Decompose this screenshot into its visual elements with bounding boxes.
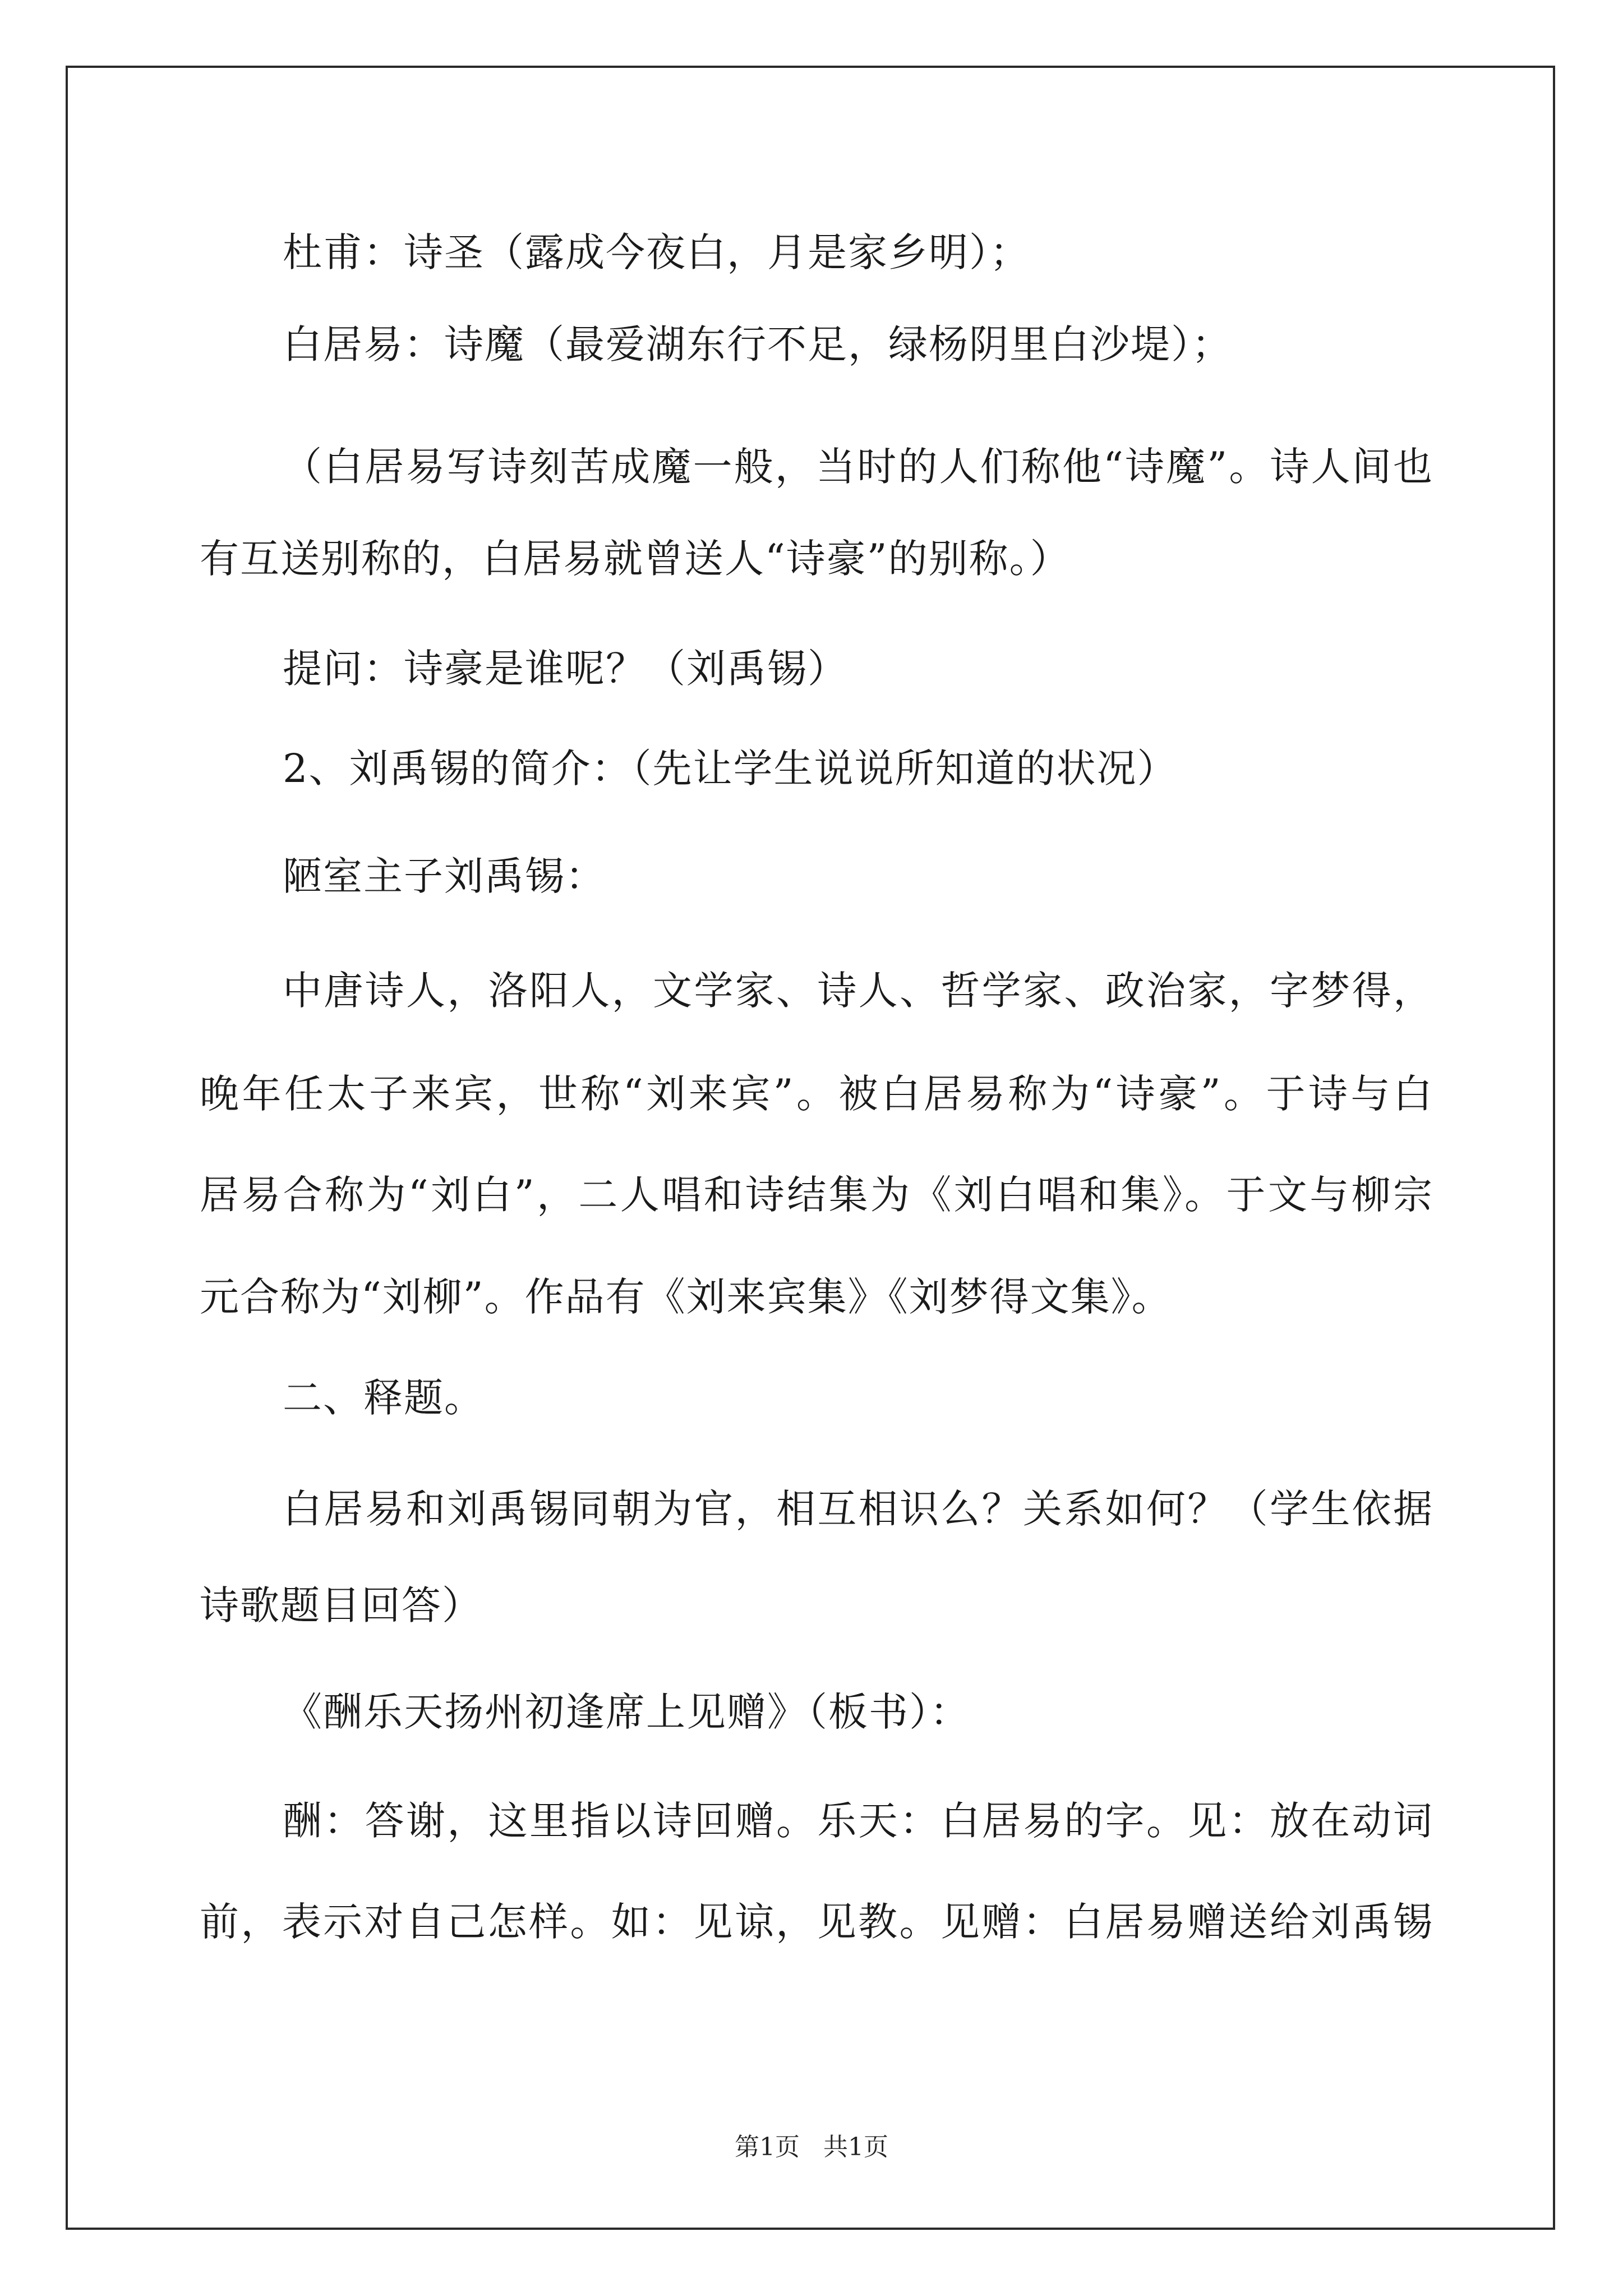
text-line: 《酬乐天扬州初逢席上见赠》（板书）： bbox=[283, 1689, 970, 1735]
text-line: 杜甫：诗圣（露成今夜白，月是家乡明）； bbox=[283, 229, 1030, 275]
section-heading: 二、释题。 bbox=[283, 1375, 485, 1421]
text-line: 酬：答谢，这里指以诗回赠。乐天：白居易的字。见：放在动词 bbox=[283, 1798, 1433, 1844]
text-line: 中唐诗人，洛阳人，文学家、诗人、哲学家、政治家，字梦得， bbox=[283, 968, 1433, 1014]
text-line: 前，表示对自己怎样。如：见谅，见教。见赠：白居易赠送给刘禹锡 bbox=[200, 1899, 1433, 1945]
text-line: 有互送别称的，白居易就曾送人“诗豪”的别称。） bbox=[200, 536, 1071, 582]
text-line: 居易合称为“刘白”，二人唱和诗结集为《刘白唱和集》。于文与柳宗 bbox=[200, 1172, 1433, 1218]
text-line: （白居易写诗刻苦成魔一般，当时的人们称他“诗魔”。诗人间也 bbox=[283, 444, 1433, 490]
text-line: 白居易和刘禹锡同朝为官，相互相识么？关系如何？（学生依据 bbox=[283, 1486, 1433, 1532]
page-number: 第1页 共1页 bbox=[735, 2133, 888, 2161]
text-line: 诗歌题目回答） bbox=[200, 1582, 482, 1628]
text-line: 陋室主子刘禹锡： bbox=[283, 853, 606, 899]
text-line: 2、刘禹锡的简介：（先让学生说说所知道的状况） bbox=[283, 746, 1178, 792]
text-line: 元合称为“刘柳”。作品有《刘来宾集》《刘梦得文集》。 bbox=[200, 1274, 1172, 1320]
text-line: 白居易：诗魔（最爱湖东行不足，绿杨阴里白沙堤）； bbox=[283, 321, 1232, 367]
text-line: 提问：诗豪是谁呢？（刘禹锡） bbox=[283, 646, 848, 692]
text-line: 晚年任太子来宾，世称“刘来宾”。被白居易称为“诗豪”。于诗与白 bbox=[200, 1071, 1433, 1117]
